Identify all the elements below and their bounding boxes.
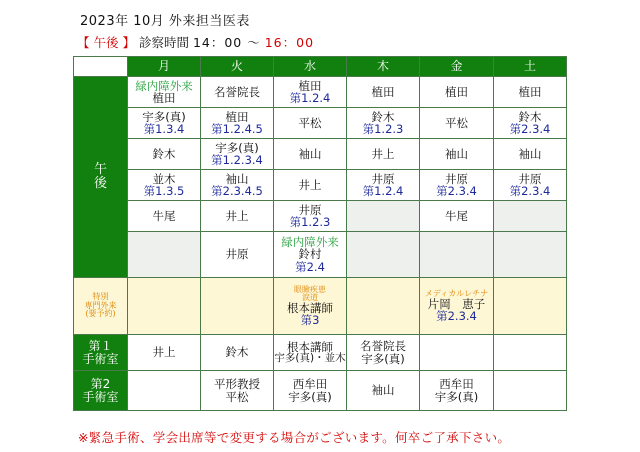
doctor-name: 鈴木 [225, 345, 249, 360]
schedule-cell [494, 139, 567, 170]
surgery-cell [128, 335, 201, 371]
week-numbers: 第1.2.3 [362, 122, 404, 136]
doctor-name: 宇多(真) [142, 109, 186, 124]
afternoon-row [74, 201, 567, 232]
schedule-cell [274, 108, 347, 139]
schedule-cell [128, 170, 201, 201]
surgery-cell [420, 335, 494, 371]
surgery-cell [494, 371, 567, 411]
doctor-name: 袖山 [518, 146, 542, 161]
week-numbers: 第1.2.4 [289, 91, 331, 105]
doctor-name: 鈴木 [518, 109, 542, 124]
doctor-name: 井原 [445, 171, 468, 186]
afternoon-side-label: 午 後 [74, 77, 128, 278]
doctor-name: 植田 [371, 84, 395, 99]
doctor-name: 井原 [225, 247, 249, 262]
schedule-cell [347, 77, 420, 108]
doctor-name: 鈴木 [371, 109, 395, 124]
special-cell [201, 278, 274, 335]
surgery-cell [128, 371, 201, 411]
doctor-name: 井上 [225, 208, 249, 223]
schedule-cell [274, 232, 347, 278]
session-subtitle [77, 33, 314, 51]
footnote: ※緊急手術、学会出席等で変更する場合がございます。何卒ご了承下さい。 [78, 430, 511, 445]
week-numbers: 第2.3.4 [509, 184, 551, 198]
week-numbers: 第3 [300, 313, 320, 328]
surgery-cell [420, 371, 494, 411]
afternoon-row [74, 232, 567, 278]
doctor-name: 宇多(真) [434, 389, 479, 404]
schedule-cell [274, 201, 347, 232]
special-cell [128, 278, 201, 335]
day-header: 月 [128, 57, 201, 77]
week-numbers: 第1.3.4 [143, 122, 185, 136]
schedule-cell [347, 139, 420, 170]
schedule-cell [347, 201, 420, 232]
schedule-cell [347, 232, 420, 278]
schedule-cell [128, 201, 201, 232]
schedule-cell [201, 170, 274, 201]
doctor-name: 宇多(真) [215, 140, 259, 155]
surgery-cell [347, 371, 420, 411]
doctor-name: 根本講師 [287, 339, 333, 354]
special-clinic-side-label: 特別 専門外来 (要予約) [74, 278, 128, 335]
day-header: 金 [420, 57, 494, 77]
schedule-cell [420, 232, 494, 278]
hours-start: 14：00 ～ [192, 35, 261, 50]
afternoon-row [74, 170, 567, 201]
doctor-name: 平松 [445, 115, 468, 130]
week-numbers: 第1.2.3 [289, 215, 331, 229]
afternoon-row [74, 108, 567, 139]
surgery-cell [274, 371, 347, 411]
week-numbers: 第2.3.4 [436, 309, 477, 324]
schedule-cell [494, 77, 567, 108]
doctor-name: 牛尾 [152, 208, 176, 223]
doctor-name: 植田 [518, 84, 542, 99]
schedule-cell [494, 201, 567, 232]
doctor-name: 並木 [152, 171, 176, 186]
surgery-row [74, 371, 567, 411]
special-clinic-row [74, 278, 567, 335]
doctor-name: 平松 [298, 115, 322, 130]
schedule-cell [128, 77, 201, 108]
clinic-type-label: 眼瞼疾患 [294, 284, 326, 294]
doctor-name: 宇多(真) [288, 389, 332, 404]
doctor-name: 井上 [298, 177, 322, 192]
schedule-cell [201, 139, 274, 170]
week-numbers: 第1.2.3.4 [211, 153, 263, 167]
special-cell [274, 278, 347, 335]
doctor-name: 植田 [225, 109, 249, 124]
clinic-type-label: 涙道 [302, 292, 318, 302]
schedule-cell [420, 170, 494, 201]
schedule-cell [494, 108, 567, 139]
header-corner [74, 57, 128, 77]
doctor-name: 名誉院長 [360, 339, 406, 354]
doctor-name: 平形教授 [214, 377, 260, 392]
schedule-cell [420, 139, 494, 170]
doctor-name: 鈴村 [298, 247, 322, 262]
schedule-table [73, 56, 567, 411]
schedule-cell [128, 108, 201, 139]
surgery-cell [201, 371, 274, 411]
doctor-name: 片岡 恵子 [427, 297, 486, 312]
session-label: 【 午後 】 [77, 35, 135, 50]
doctor-name: 鈴木 [152, 146, 176, 161]
doctor-name: 井上 [152, 345, 176, 360]
doctor-name: 植田 [298, 78, 322, 93]
day-header: 火 [201, 57, 274, 77]
week-numbers: 第1.2.4.5 [211, 122, 263, 136]
surgery-cell [347, 335, 420, 371]
schedule-cell [201, 232, 274, 278]
doctor-name: 西牟田 [292, 377, 328, 392]
schedule-cell [274, 77, 347, 108]
schedule-cell [347, 108, 420, 139]
clinic-type-label: 緑内障外来 [135, 78, 193, 93]
schedule-cell [347, 170, 420, 201]
surgery-cell [201, 335, 274, 371]
doctor-name: 袖山 [298, 146, 322, 161]
schedule-cell [420, 108, 494, 139]
schedule-cell [494, 170, 567, 201]
special-cell [420, 278, 494, 335]
afternoon-row [74, 77, 567, 108]
surgery-cell [274, 335, 347, 371]
page-title: 2023年 10月 外来担当医表 [80, 14, 250, 29]
schedule-cell [274, 170, 347, 201]
schedule-cell [201, 201, 274, 232]
hours-end: 16：00 [264, 35, 315, 50]
doctor-name: 袖山 [225, 171, 249, 186]
afternoon-row [74, 139, 567, 170]
doctor-name: 袖山 [371, 383, 395, 398]
doctor-name: 井原 [518, 171, 542, 186]
day-header: 木 [347, 57, 420, 77]
special-cell [494, 278, 567, 335]
doctor-name: 牛尾 [445, 208, 468, 223]
week-numbers: 第2.4 [295, 259, 325, 274]
schedule-cell [201, 77, 274, 108]
doctor-name: 井原 [298, 202, 322, 217]
clinic-type-label: メディカルレチナ [424, 288, 489, 298]
week-numbers: 第2.3.4 [436, 184, 477, 198]
doctor-name: 植田 [445, 84, 468, 99]
doctor-name: 西牟田 [439, 377, 474, 392]
operating-room-1-label: 第１ 手術室 [74, 335, 128, 371]
clinic-type-label: 緑内障外来 [281, 235, 339, 250]
day-header: 土 [494, 57, 567, 77]
week-numbers: 第1.3.5 [143, 184, 185, 198]
doctor-name: 袖山 [445, 146, 468, 161]
week-numbers: 第2.3.4.5 [211, 184, 263, 198]
doctor-name: 植田 [152, 91, 176, 105]
doctor-name: 名誉院長 [214, 84, 260, 99]
schedule-cell [128, 139, 201, 170]
doctor-name: 平松 [225, 389, 249, 404]
doctor-name: 宇多(真)・並木 [274, 352, 346, 365]
surgery-cell [494, 335, 567, 371]
schedule-cell [420, 77, 494, 108]
doctor-name: 宇多(真) [361, 351, 405, 366]
schedule-cell [420, 201, 494, 232]
special-cell [347, 278, 420, 335]
schedule-cell [274, 139, 347, 170]
doctor-name: 根本講師 [287, 301, 333, 316]
week-numbers: 第1.2.4 [362, 184, 404, 198]
day-header: 水 [274, 57, 347, 77]
operating-room-2-label: 第2 手術室 [74, 371, 128, 411]
schedule-cell [201, 108, 274, 139]
doctor-name: 井上 [371, 146, 395, 161]
week-numbers: 第2.3.4 [509, 122, 551, 136]
hours-label: 診察時間 [138, 35, 189, 50]
schedule-cell [494, 232, 567, 278]
schedule-cell [128, 232, 201, 278]
surgery-row [74, 335, 567, 371]
doctor-name: 井原 [371, 171, 395, 186]
